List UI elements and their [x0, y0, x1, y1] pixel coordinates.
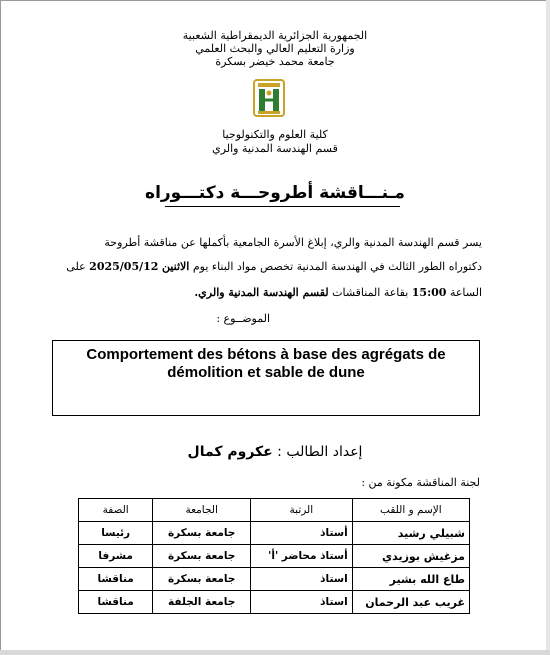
thesis-subject-line-2: démolition et sable de dune [167, 364, 365, 381]
jury-rank: أستاذ [251, 522, 353, 545]
student-name: عكروم كمال [187, 444, 273, 460]
jury-role: مناقشا [79, 591, 153, 614]
jury-name: شبيلي رشيد [352, 522, 469, 545]
defense-date: 2025/05/12 [89, 260, 159, 273]
thesis-subject-line-1: Comportement des bétons à base des agrégats de [86, 346, 446, 363]
header-republic: الجمهورية الجزائرية الديمقراطية الشعبية [182, 29, 368, 42]
jury-rank: أستاذ محاضر 'أ' [251, 545, 353, 568]
jury-role: مناقشا [79, 568, 153, 591]
student-line [0, 444, 550, 460]
header-faculty: كلية العلوم والتكنولوجيا [222, 128, 328, 141]
table-row [79, 568, 470, 591]
subject-label: الموضــوع : [216, 312, 270, 325]
jury-role: مشرفا [79, 545, 153, 568]
page-shadow-bottom [0, 650, 550, 655]
jury-header-university: الجامعة [153, 499, 251, 522]
table-row [79, 545, 470, 568]
defense-time: 15:00 [411, 286, 447, 299]
table-row [79, 591, 470, 614]
defense-place: لقسم الهندسة المدنية والري. [194, 286, 329, 299]
page-title: مـنـــاقشة أطروحـــة دكتـــوراه [145, 183, 405, 203]
jury-header-row [79, 499, 470, 522]
header-department: قسم الهندسة المدنية والري [212, 142, 338, 155]
jury-header-name: الإسم و اللقب [352, 499, 469, 522]
thesis-subject [52, 346, 480, 382]
jury-name: مزغيش بوزيدي [352, 545, 469, 568]
student-label: إعداد الطالب : [272, 444, 363, 460]
jury-header-role: الصفة [79, 499, 153, 522]
announcement-line-1: يسر قسم الهندسة المدنية والري، إبلاغ الأسرة الجامعية بأكملها عن مناقشة أطروحة [104, 236, 482, 249]
table-row [79, 522, 470, 545]
jury-rank: استاذ [251, 568, 353, 591]
jury-university: جامعة بسكرة [153, 568, 251, 591]
jury-header-rank: الرتبة [251, 499, 353, 522]
title-underline [165, 206, 400, 207]
page-shadow-right [546, 0, 550, 655]
header-ministry: وزارة التعليم العالي والبحث العلمي [195, 42, 355, 55]
jury-role: رئيسا [79, 522, 153, 545]
announcement-line-3: الساعة 15:00 بقاعة المناقشات لقسم الهندسة المدنية والري. [194, 286, 482, 299]
jury-table [78, 498, 470, 614]
jury-university: جامعة بسكرة [153, 522, 251, 545]
university-logo-icon [252, 78, 286, 118]
announcement-line-2: دكتوراه الطور الثالث في الهندسة المدنية تخصص مواد البناء يوم الاثنين 2025/05/12 على [66, 260, 482, 273]
jury-name: طاع الله بشير [352, 568, 469, 591]
jury-rank: استاذ [251, 591, 353, 614]
jury-university: جامعة الجلفة [153, 591, 251, 614]
jury-university: جامعة بسكرة [153, 545, 251, 568]
committee-label: لجنة المناقشة مكونة من : [361, 476, 480, 489]
jury-name: غريب عبد الرحمان [352, 591, 469, 614]
header-university: جامعة محمد خيضر بسكرة [215, 55, 335, 68]
defense-day: الاثنين [161, 260, 190, 273]
